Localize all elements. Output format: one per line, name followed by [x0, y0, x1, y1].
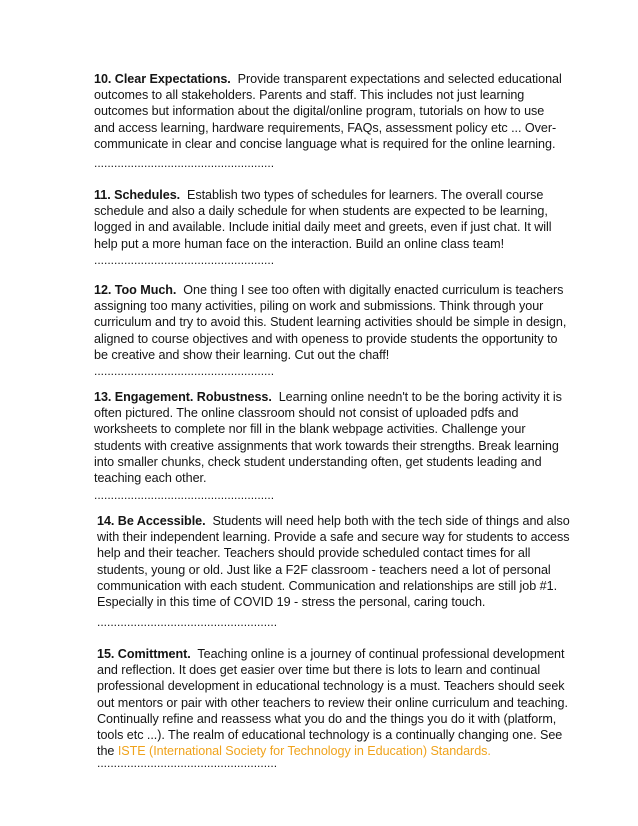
iste-standards-link[interactable]: ISTE (International Society for Technology in Education) Standards.	[117, 744, 491, 759]
section-paragraph	[94, 71, 568, 152]
separator-dots: ......................................................	[94, 488, 275, 502]
section-comittment	[97, 646, 571, 759]
section-heading: 13. Engagement. Robustness.	[94, 390, 272, 404]
section-heading: 12. Too Much.	[94, 283, 177, 297]
separator-dots: ......................................................	[97, 756, 278, 770]
section-be-accessible	[97, 513, 571, 610]
section-paragraph	[94, 187, 562, 252]
section-paragraph	[94, 389, 568, 486]
section-heading: 11. Schedules.	[94, 188, 181, 202]
section-heading: 14. Be Accessible.	[97, 514, 206, 528]
section-body: Provide transparent expectations and selected educational outcomes to all stakeholders. Parents and staff. This includes not just learning outcomes but information about the digital/online program, tutorials on how to use and access learning, hardware requirements, FAQs, assessment policy etc ... Over-communicate in clear and concise language what is required for the online learning.	[94, 72, 562, 151]
section-paragraph	[97, 646, 571, 759]
separator-dots: ......................................................	[94, 253, 275, 267]
section-body: Teaching online is a journey of continual professional development and reflection. It does get easier over time but there is lots to learn and continual professional development in educational technology is a must. Teachers should seek out mentors or pair with other teachers to review their online curriculum and teaching. Continually refine and reassess what you do and the things you do it with (platform, tools etc ...). The realm of educational technology is a continually changing one. See the	[97, 647, 568, 759]
section-body: Learning online needn't to be the boring activity it is often pictured. The online classroom should not consist of uploaded pdfs and worksheets to complete nor fill in the blank webpage activities. Challenge your students with creative assignments that work towards their strengths. Break learning into smaller chunks, check student understanding often, get students leading and teaching each other.	[94, 390, 562, 486]
separator-dots: ......................................................	[97, 615, 278, 629]
section-paragraph	[94, 282, 568, 363]
section-heading: 10. Clear Expectations.	[94, 72, 231, 86]
section-body: Students will need help both with the tech side of things and also with their independent learning. Provide a safe and secure way for students to access help and their teacher. Teachers should provide scheduled contact times for all students, young or old. Just like a F2F classroom - teachers need a lot of personal communication with each student. Communication and relationships are still job #1. Especially in this time of COVID 19 - stress the personal, caring touch.	[97, 514, 570, 610]
section-engagement-robustness	[94, 389, 568, 486]
separator-dots: ......................................................	[94, 156, 275, 170]
section-too-much	[94, 282, 568, 363]
section-heading: 15. Comittment.	[97, 647, 191, 661]
section-schedules	[94, 187, 562, 252]
section-clear-expectations	[94, 71, 568, 152]
section-body: Establish two types of schedules for learners. The overall course schedule and also a daily schedule for when students are expected to be learning, logged in and available. Include initial daily meet and greets, even if just chat. It will help put a more human face on the interaction. Build an online class team!	[94, 188, 552, 251]
separator-dots: ......................................................	[94, 364, 275, 378]
section-body: One thing I see too often with digitally enacted curriculum is teachers assigning too many activities, piling on work and submissions. Think through your curriculum and try to avoid this. Student learning activities should be simple in design, aligned to course objectives and with openess to provide students the opportunity to be creative and show their learning. Cut out the chaff!	[94, 283, 567, 362]
section-paragraph	[97, 513, 571, 610]
